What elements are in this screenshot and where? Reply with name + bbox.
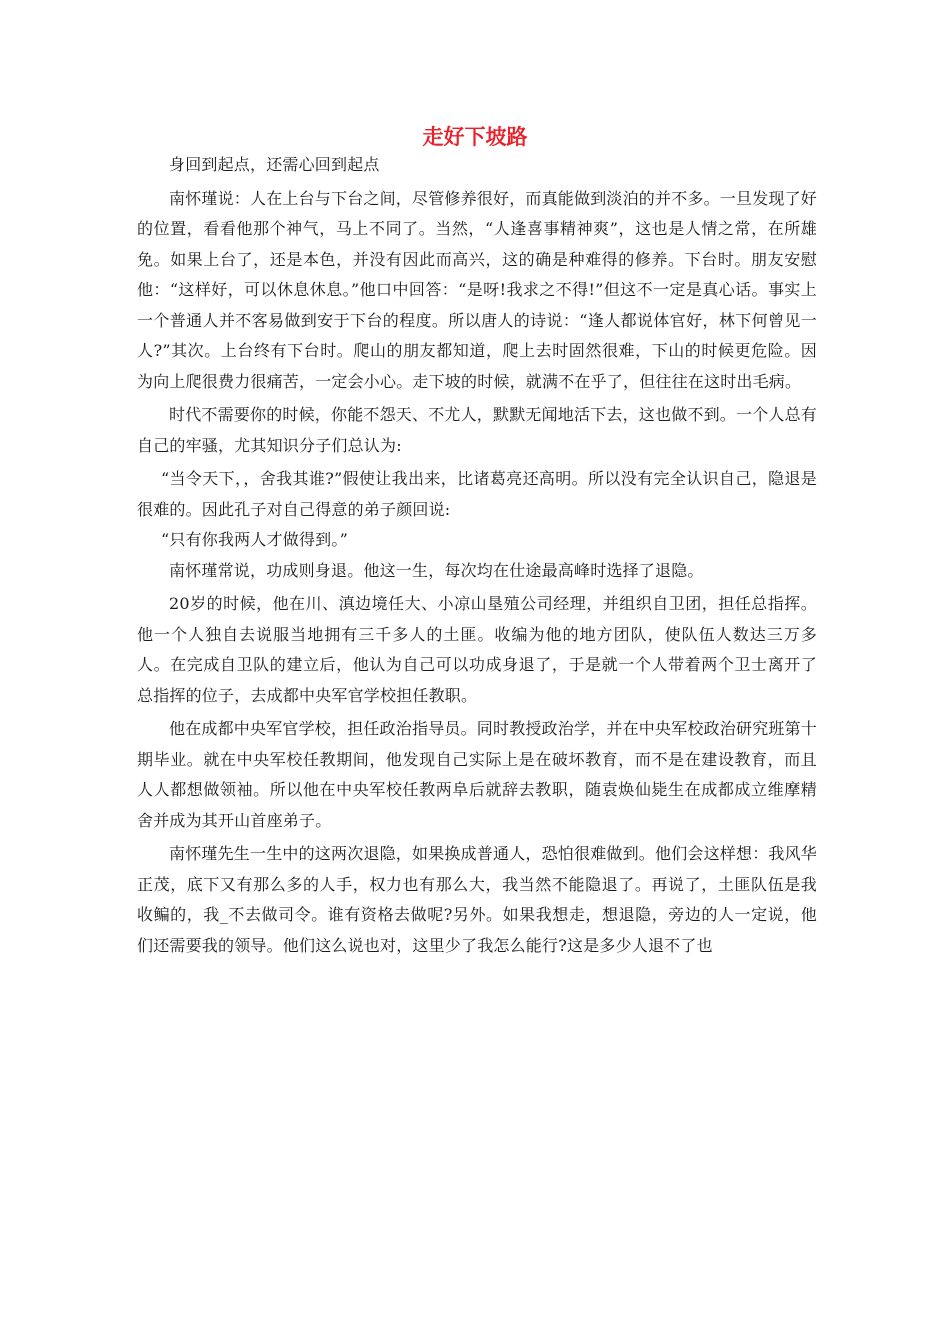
subtitle-line: 身回到起点，还需心回到起点 (169, 155, 380, 174)
document-title: 走好下坡路 (422, 125, 528, 149)
paragraph: 20岁的时候，他在川、滇边境任大、小凉山垦殖公司经理，并组织自卫团，担任总指挥。他一个人独自去说服当地拥有三千多人的土匪。收编为他的地方团队，使队伍人数达三万多人。在完成自卫队的建立后，他认为自己可以功成身退了，于是就一个人带着两个卫士离开了总指挥的位子，去成都中央军官学校担任教职。 (137, 594, 817, 705)
paragraph: 南怀瑾先生一生中的这两次退隐，如果换成普通人，恐怕很难做到。他们会这样想：我风华正茂，底下又有那么多的人手，权力也有那么大，我当然不能隐退了。再说了，土匪队伍是我收鳊的，我_不去做司令。谁有资格去做呢?另外。如果我想走，想退隐，旁边的人一定说，他们还需要我的领导。他们这么说也对，这里少了我怎么能行?这是多少人退不了也 (137, 844, 818, 955)
quote-line: “只有你我两人才做得到。” (161, 530, 348, 549)
paragraph: 南怀瑾常说，功成则身退。他这一生，每次均在仕途最高峰时选择了退隐。 (169, 560, 704, 580)
paragraph: 时代不需要你的时候，你能不怨天、不尤人，默默无闻地活下去，这也做不到。一个人总有自己的牢骚，尤其知识分子们总认为: (137, 405, 818, 455)
document-body (137, 150, 817, 961)
paragraph: 南怀瑾说：人在上台与下台之间，尽管修养很好，而真能做到淡泊的并不多。一旦发现了好的位置，看看他那个神气，马上不同了。当然，“人逢喜事精神爽”，这也是人情之常，在所雄免。如果上台了，还是本色，并没有因此而高兴，这的确是种难得的修养。下台时。朋友安慰他：“这样好，可以休息休息。”他口中回答：“是呀!我求之不得!”但这不一定是真心话。事实上一个普通人并不客易做到安于下台的程度。所以唐人的诗说：“逢人都说体官好，林下何曾见一人?”其次。上台终有下台时。爬山的朋友都知道，爬上去时固然很难，下山的时候更危险。因为向上爬很费力很痛苦，一定会小心。走下坡的时候，就满不在乎了，但往往在这时出毛病。 (137, 188, 818, 391)
paragraph: “当令天下，，舍我其谁?”假使让我出来，比诸葛亮还高明。所以没有完全认识自己，隐退是很难的。因此孔子对自己得意的弟子颜回说: (137, 469, 817, 519)
paragraph: 他在成都中央军官学校，担任政治指导员。同时教授政治学，并在中央军校政治研究班第十期毕业。就在中央军校任教期间，他发现自己实际上是在破坏教育，而不是在建设教育，而且人人都想做领袖。所以他在中央军校任教两阜后就辞去教职，随袁焕仙毙生在成都成立维摩精舍并成为其开山首座弟子。 (137, 719, 818, 830)
